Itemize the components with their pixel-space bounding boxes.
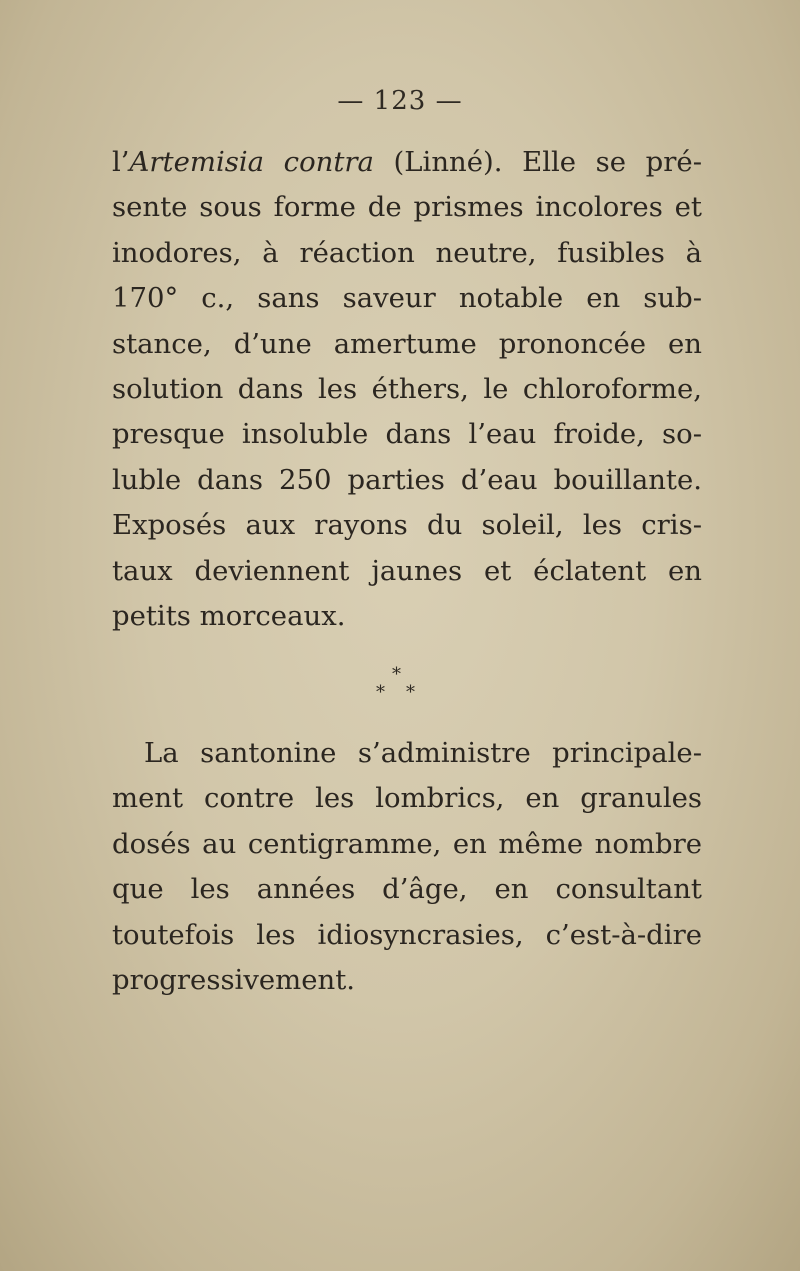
paragraph-2 <box>112 731 702 1003</box>
page-number: — 123 — <box>337 86 463 116</box>
text-line: solution dans les éthers, le chloroforme, <box>112 372 702 405</box>
text-line: presque insoluble dans l’eau froide, so- <box>112 418 702 451</box>
asterisk-glyph: * <box>406 682 415 703</box>
text-fragment: (Linné). Elle se pré- <box>373 146 702 178</box>
text-line: inodores, à réaction neutre, fusibles à <box>112 236 702 269</box>
text-line: progressivement. <box>112 963 356 996</box>
text-line: que les années d’âge, en consultant <box>112 873 702 906</box>
text-line: Exposés aux rayons du soleil, les cris- <box>112 509 702 542</box>
text-line: luble dans 250 parties d’eau bouillante. <box>112 463 702 496</box>
paragraph-1 <box>112 140 702 639</box>
asterisk-glyph: * <box>376 682 385 703</box>
text-line: taux deviennent jaunes et éclatent en <box>112 554 702 587</box>
text-line: petits morceaux. <box>112 599 346 632</box>
asterisk-glyph: * <box>392 664 401 685</box>
text-line: 170° c., sans saveur notable en sub- <box>112 282 702 315</box>
text-line: La santonine s’administre principale- <box>144 737 702 769</box>
text-line: stance, d’une amertume prononcée en <box>112 327 702 360</box>
text-line: toutefois les idiosyncrasies, c’est-à-dire <box>112 918 702 951</box>
text-fragment: l’ <box>112 146 130 178</box>
italic-species-name: Artemisia contra <box>129 146 374 178</box>
text-line: dosés au centigramme, en même nombre <box>112 827 702 860</box>
text-line: sente sous forme de prismes incolores et <box>112 191 702 224</box>
asterism-separator <box>370 664 430 708</box>
text-line <box>112 140 702 185</box>
text-line: ment contre les lombrics, en granules <box>112 782 702 815</box>
